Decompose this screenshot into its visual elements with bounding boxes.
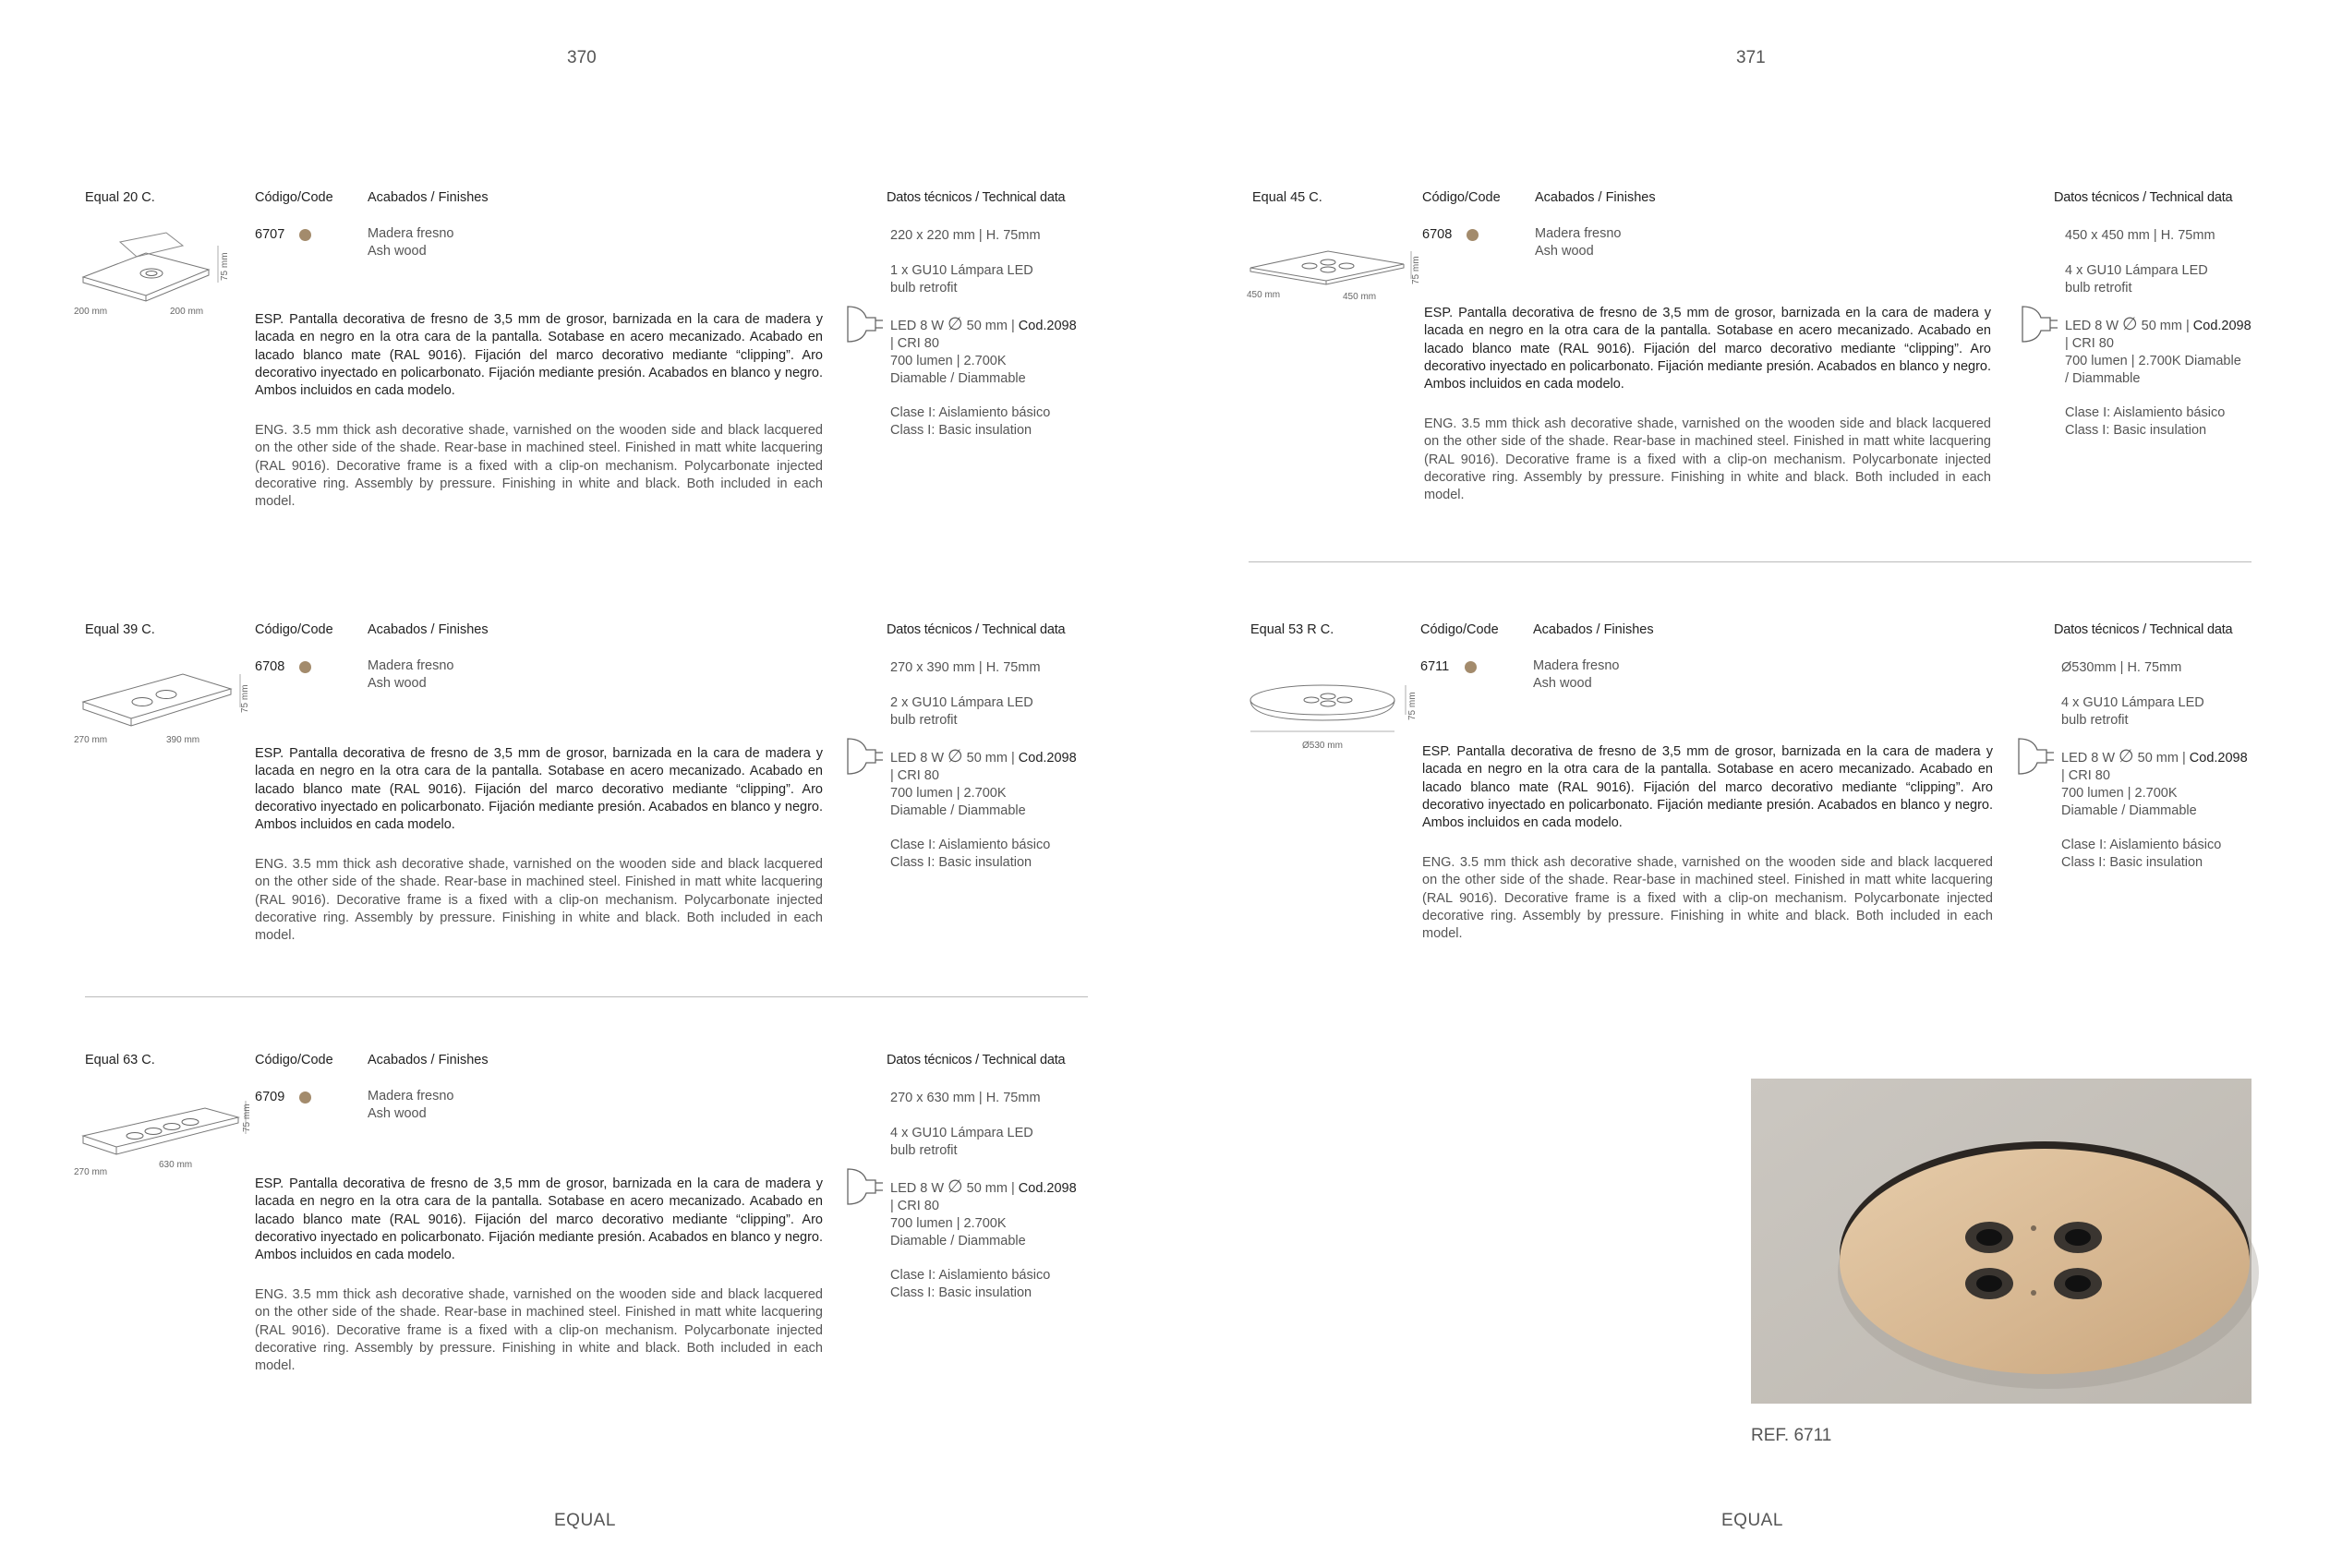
code-header: Código/Code [1420, 622, 1499, 637]
code-header: Código/Code [255, 1053, 333, 1067]
footer-left: EQUAL [554, 1511, 616, 1530]
lamps-line-1: 4 x GU10 Lámpara LED [890, 1126, 1033, 1140]
finishes-header: Acabados / Finishes [368, 1053, 489, 1067]
product-name: Equal 53 R C. [1250, 622, 1334, 637]
description-en: ENG. 3.5 mm thick ash decorative shade, varnished on the wooden side and black lacquered on the other side of the shade. Rear-base in machined steel. Finished in matt white lacquering (RAL 9016). Decorative frame is a fixed with a clip-on mechanism. Polycarbonate injected decorative ring. Assembly by pressure. Finishing in white and black. Both included in each model. [255, 1287, 823, 1374]
code-header: Código/Code [1422, 190, 1501, 205]
product-equal-20 [74, 190, 1175, 578]
product-equal-45 [1247, 190, 2342, 578]
dimension-a: Ø530 mm [1302, 741, 1343, 751]
finish-en: Ash wood [1533, 676, 1592, 691]
tech-class [2065, 404, 2225, 440]
finish-names [1535, 225, 1622, 260]
tech-lamps [890, 694, 1033, 730]
led-power: LED 8 W [890, 1181, 945, 1196]
lamps-line-2: bulb retrofit [890, 281, 958, 296]
code-header: Código/Code [255, 622, 333, 637]
technical-header: Datos técnicos / Technical data [887, 622, 1066, 637]
description-es: ESP. Pantalla decorativa de fresno de 3,5 mm de grosor, barnizada en la cara de madera y lacada en negro en la otra cara de la pantalla. Sotabase en acero mecanizado. Acabado en lacado blanco mate (RAL 9016). Fijación del marco decorativo mediante “clipping”. Aro decorativo inyectado en policarbonato. Fijación mediante presión. Acabados en blanco y negro. Ambos incluidos en cada modelo. [255, 1176, 823, 1263]
led-cri: | CRI 80 [890, 768, 939, 783]
product-drawing [65, 223, 231, 316]
finish-swatch [299, 229, 311, 241]
tech-dimensions: 270 x 390 mm | H. 75mm [890, 660, 1041, 675]
product-equal-63 [74, 1053, 1175, 1441]
dimension-height: 75 mm [220, 252, 230, 281]
product-drawing [65, 656, 249, 748]
product-equal-39 [74, 622, 1175, 1010]
product-code: 6709 [255, 1090, 285, 1104]
description-es: ESP. Pantalla decorativa de fresno de 3,5 mm de grosor, barnizada en la cara de madera y lacada en negro en la otra cara de la pantalla. Sotabase en acero mecanizado. Acabado en lacado blanco mate (RAL 9016). Fijación del marco decorativo mediante “clipping”. Aro decorativo inyectado en policarbonato. Fijación mediante presión. Acabados en blanco y negro. Ambos incluidos en cada modelo. [255, 746, 823, 833]
product-photo [1751, 1079, 2251, 1404]
page-number-left: 370 [567, 48, 597, 67]
finish-en: Ash wood [1535, 244, 1594, 259]
finish-swatch [1465, 661, 1477, 673]
finish-en: Ash wood [368, 1106, 427, 1121]
lamps-line-2: bulb retrofit [2061, 713, 2129, 728]
finish-names [1533, 657, 1620, 693]
tech-lamps [2061, 694, 2204, 730]
led-dimmable: / Diammable [2065, 371, 2141, 386]
lamps-line-1: 1 x GU10 Lámpara LED [890, 263, 1033, 278]
finish-swatch [1467, 229, 1479, 241]
led-cri: | CRI 80 [2061, 768, 2110, 783]
led-cod: Cod.2098 [1018, 1181, 1077, 1196]
dimension-height: 75 mm [240, 684, 250, 713]
led-power: LED 8 W [890, 319, 945, 333]
description-en: ENG. 3.5 mm thick ash decorative shade, varnished on the wooden side and black lacquered on the other side of the shade. Rear-base in machined steel. Finished in matt white lacquering (RAL 9016). Decorative frame is a fixed with a clip-on mechanism. Polycarbonate injected decorative ring. Assembly by pressure. Finishing in white and black. Both included in each model. [255, 857, 823, 944]
photo-caption: REF. 6711 [1751, 1426, 1832, 1445]
tech-lamps [2065, 262, 2208, 297]
tech-class [890, 837, 1050, 872]
class-en: Class I: Basic insulation [2061, 855, 2203, 870]
class-es: Clase I: Aislamiento básico [890, 838, 1051, 852]
page-number-right: 371 [1736, 48, 1766, 67]
tech-dimensions: 450 x 450 mm | H. 75mm [2065, 228, 2215, 243]
finish-en: Ash wood [368, 244, 427, 259]
led-power: LED 8 W [890, 751, 945, 766]
led-cod: Cod.2098 [1018, 319, 1077, 333]
technical-header: Datos técnicos / Technical data [2054, 190, 2233, 205]
led-lumen: 700 lumen | 2.700K Diamable [2065, 354, 2241, 368]
product-equal-53 [1250, 622, 2340, 1010]
description-es: ESP. Pantalla decorativa de fresno de 3,5 mm de grosor, barnizada en la cara de madera y lacada en negro en la otra cara de la pantalla. Sotabase en acero mecanizado. Acabado en lacado blanco mate (RAL 9016). Fijación del marco decorativo mediante “clipping”. Aro decorativo inyectado en policarbonato. Fijación mediante presión. Acabados en blanco y negro. Ambos incluidos en cada modelo. [255, 312, 823, 399]
class-en: Class I: Basic insulation [890, 855, 1032, 870]
finishes-header: Acabados / Finishes [1535, 190, 1656, 205]
finish-es: Madera fresno [368, 226, 454, 241]
lamps-line-1: 2 x GU10 Lámpara LED [890, 695, 1033, 710]
led-power: LED 8 W [2065, 319, 2119, 333]
tech-dimensions: 270 x 630 mm | H. 75mm [890, 1091, 1041, 1105]
technical-header: Datos técnicos / Technical data [887, 1053, 1066, 1067]
finishes-header: Acabados / Finishes [1533, 622, 1654, 637]
led-cod: Cod.2098 [2189, 751, 2248, 766]
product-code: 6708 [255, 659, 285, 674]
product-name: Equal 63 C. [85, 1053, 155, 1067]
tech-lamps [890, 1125, 1033, 1160]
code-header: Código/Code [255, 190, 333, 205]
tech-class [890, 1267, 1050, 1302]
diameter-icon: ∅ [2119, 747, 2134, 766]
finishes-header: Acabados / Finishes [368, 622, 489, 637]
lamps-line-1: 4 x GU10 Lámpara LED [2065, 263, 2208, 278]
led-cri: | CRI 80 [2065, 336, 2114, 351]
finish-es: Madera fresno [1535, 226, 1622, 241]
class-es: Clase I: Aislamiento básico [890, 405, 1051, 420]
finish-swatch [299, 1092, 311, 1104]
dimension-a: 270 mm [74, 1167, 108, 1177]
lamps-line-2: bulb retrofit [890, 713, 958, 728]
finish-swatch [299, 661, 311, 673]
divider-right [1249, 561, 2251, 562]
tech-lamps [890, 262, 1033, 297]
led-cri: | CRI 80 [890, 1199, 939, 1213]
footer-right: EQUAL [1721, 1511, 1783, 1530]
class-en: Class I: Basic insulation [2065, 423, 2207, 438]
tech-led [2065, 316, 2251, 388]
tech-led [890, 748, 1077, 820]
description-es: ESP. Pantalla decorativa de fresno de 3,5 mm de grosor, barnizada en la cara de madera y lacada en negro en la otra cara de la pantalla. Sotabase en acero mecanizado. Acabado en lacado blanco mate (RAL 9016). Fijación del marco decorativo mediante “clipping”. Aro decorativo inyectado en policarbonato. Fijación mediante presión. Acabados en blanco y negro. Ambos incluidos en cada modelo. [1424, 306, 1991, 392]
dimension-a: 450 mm [1247, 290, 1281, 300]
finish-en: Ash wood [368, 676, 427, 691]
product-code: 6711 [1420, 659, 1450, 674]
lamps-line-1: 4 x GU10 Lámpara LED [2061, 695, 2204, 710]
tech-led [890, 1178, 1077, 1250]
finish-es: Madera fresno [368, 1089, 454, 1104]
product-code: 6708 [1422, 227, 1453, 242]
finish-es: Madera fresno [1533, 658, 1620, 673]
finish-names [368, 1088, 454, 1123]
product-drawing [1232, 656, 1426, 751]
lamps-line-2: bulb retrofit [2065, 281, 2132, 296]
led-beam: 50 mm | [966, 319, 1015, 333]
dimension-height: 75 mm [1407, 692, 1418, 720]
led-beam: 50 mm | [966, 751, 1015, 766]
led-lumen: 700 lumen | 2.700K [890, 786, 1007, 801]
led-cri: | CRI 80 [890, 336, 939, 351]
dimension-height: 75 mm [242, 1104, 252, 1132]
led-cod: Cod.2098 [1018, 751, 1077, 766]
dimension-b: 450 mm [1343, 292, 1377, 302]
product-name: Equal 45 C. [1252, 190, 1322, 205]
led-beam: 50 mm | [2137, 751, 2186, 766]
finish-names [368, 225, 454, 260]
technical-header: Datos técnicos / Technical data [2054, 622, 2233, 637]
led-dimmable: Diamable / Diammable [890, 803, 1026, 818]
led-cod: Cod.2098 [2192, 319, 2251, 333]
ceiling-lamp-image [1751, 1079, 2251, 1404]
dimension-a: 200 mm [74, 307, 108, 317]
product-code: 6707 [255, 227, 285, 242]
led-lumen: 700 lumen | 2.700K [890, 354, 1007, 368]
class-es: Clase I: Aislamiento básico [2065, 405, 2226, 420]
led-dimmable: Diamable / Diammable [890, 1234, 1026, 1248]
description-en: ENG. 3.5 mm thick ash decorative shade, varnished on the wooden side and black lacquered on the other side of the shade. Rear-base in machined steel. Finished in matt white lacquering (RAL 9016). Decorative frame is a fixed with a clip-on mechanism. Polycarbonate injected decorative ring. Assembly by pressure. Finishing in white and black. Both included in each model. [1422, 855, 1993, 942]
tech-dimensions: Ø530mm | H. 75mm [2061, 660, 2182, 675]
finishes-header: Acabados / Finishes [368, 190, 489, 205]
tech-class [890, 404, 1050, 440]
description-es: ESP. Pantalla decorativa de fresno de 3,5 mm de grosor, barnizada en la cara de madera y lacada en negro en la otra cara de la pantalla. Sotabase en acero mecanizado. Acabado en lacado blanco mate (RAL 9016). Fijación del marco decorativo mediante “clipping”. Aro decorativo inyectado en policarbonato. Fijación mediante presión. Acabados en blanco y negro. Ambos incluidos en cada modelo. [1422, 744, 1993, 831]
finish-es: Madera fresno [368, 658, 454, 673]
class-en: Class I: Basic insulation [890, 1285, 1032, 1300]
tech-led [890, 316, 1077, 388]
diameter-icon: ∅ [948, 315, 963, 334]
product-drawing [65, 1086, 252, 1178]
product-drawing [1232, 223, 1421, 316]
class-es: Clase I: Aislamiento básico [2061, 838, 2222, 852]
dimension-b: 630 mm [159, 1160, 193, 1170]
led-beam: 50 mm | [966, 1181, 1015, 1196]
led-lumen: 700 lumen | 2.700K [890, 1216, 1007, 1231]
bulb-icon [844, 737, 888, 776]
lamps-line-2: bulb retrofit [890, 1143, 958, 1158]
led-beam: 50 mm | [2141, 319, 2190, 333]
description-en: ENG. 3.5 mm thick ash decorative shade, varnished on the wooden side and black lacquered on the other side of the shade. Rear-base in machined steel. Finished in matt white lacquering (RAL 9016). Decorative frame is a fixed with a clip-on mechanism. Polycarbonate injected decorative ring. Assembly by pressure. Finishing in white and black. Both included in each model. [1424, 416, 1991, 503]
description-en: ENG. 3.5 mm thick ash decorative shade, varnished on the wooden side and black lacquered on the other side of the shade. Rear-base in machined steel. Finished in matt white lacquering (RAL 9016). Decorative frame is a fixed with a clip-on mechanism. Polycarbonate injected decorative ring. Assembly by pressure. Finishing in white and black. Both included in each model. [255, 423, 823, 510]
divider-left [85, 996, 1088, 997]
tech-class [2061, 837, 2221, 872]
bulb-icon [2019, 305, 2063, 344]
dimension-b: 200 mm [170, 307, 204, 317]
diameter-icon: ∅ [948, 1177, 963, 1197]
led-dimmable: Diamable / Diammable [2061, 803, 2197, 818]
dimension-height: 75 mm [1411, 256, 1421, 284]
dimension-a: 270 mm [74, 735, 108, 745]
bulb-icon [2015, 737, 2059, 776]
tech-led [2061, 748, 2248, 820]
diameter-icon: ∅ [2122, 315, 2138, 334]
finish-names [368, 657, 454, 693]
diameter-icon: ∅ [948, 747, 963, 766]
technical-header: Datos técnicos / Technical data [887, 190, 1066, 205]
bulb-icon [844, 1167, 888, 1206]
class-en: Class I: Basic insulation [890, 423, 1032, 438]
class-es: Clase I: Aislamiento básico [890, 1268, 1051, 1283]
led-dimmable: Diamable / Diammable [890, 371, 1026, 386]
dimension-b: 390 mm [166, 735, 200, 745]
product-name: Equal 39 C. [85, 622, 155, 637]
bulb-icon [844, 305, 888, 344]
tech-dimensions: 220 x 220 mm | H. 75mm [890, 228, 1041, 243]
led-power: LED 8 W [2061, 751, 2116, 766]
product-name: Equal 20 C. [85, 190, 155, 205]
led-lumen: 700 lumen | 2.700K [2061, 786, 2178, 801]
